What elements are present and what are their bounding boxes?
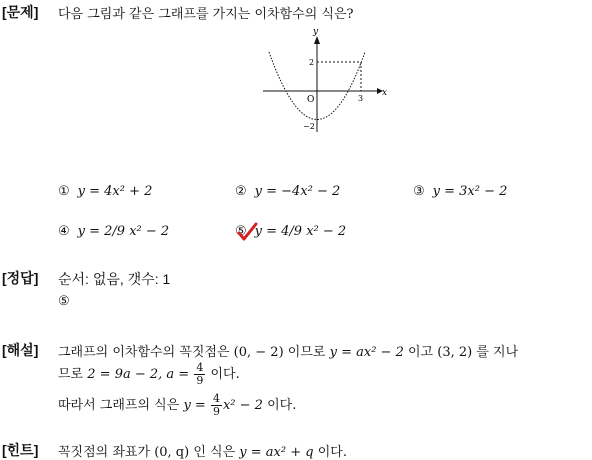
- expl-l1-f: (3, 2): [437, 345, 473, 360]
- parabola-graph: [255, 22, 395, 134]
- explanation-line1: [58, 341, 518, 360]
- checkmark-icon: [236, 222, 258, 242]
- option-5-expr: y = 4/9 x² − 2: [254, 224, 347, 239]
- expl-l1-g: 를 지나: [476, 345, 519, 360]
- expl-l1-d: y = ax² − 2: [329, 345, 404, 360]
- y-axis-label: y: [313, 27, 319, 37]
- explanation-tag: [해설]: [2, 342, 39, 358]
- hint-c: 인 식은: [193, 445, 236, 460]
- expl-l1-a: 그래프의 이차함수의 꼭짓점은: [58, 345, 230, 360]
- x-tick-3: 3: [358, 94, 364, 103]
- option-3-number: ③: [413, 184, 425, 199]
- expl-l2-b: 2 = 9a − 2,: [87, 367, 163, 382]
- explanation-line2: [58, 362, 240, 387]
- hint-line: [58, 441, 347, 460]
- hint-e: 이다.: [317, 445, 347, 460]
- expl-l3-fraction: [211, 393, 222, 418]
- option-3[interactable]: [413, 184, 507, 199]
- hint-b: (0, q): [154, 445, 190, 460]
- expl-l2-frac-den: 9: [196, 374, 204, 387]
- vertex-label: −2: [303, 122, 315, 131]
- option-3-expr: y = 3x² − 2: [432, 184, 508, 199]
- option-4-expr: y = 2/9 x² − 2: [77, 224, 170, 239]
- expl-l1-b: (0, − 2): [233, 345, 284, 360]
- option-1-expr: y = 4x² + 2: [77, 184, 153, 199]
- option-1-number: ①: [58, 184, 70, 199]
- expl-l2-frac-num: 4: [196, 361, 204, 374]
- expl-l3-c: x² − 2: [222, 398, 263, 413]
- expl-l1-c: 이므로: [287, 345, 326, 360]
- option-2-expr: y = −4x² − 2: [254, 184, 341, 199]
- option-4-number: ④: [58, 224, 70, 239]
- answer-line1: 순서: 없음, 갯수: 1: [58, 271, 171, 287]
- expl-l3-frac-num: 4: [212, 392, 220, 405]
- expl-l3-frac-den: 9: [212, 405, 220, 418]
- explanation-line3: [58, 393, 296, 418]
- option-4[interactable]: [58, 224, 169, 239]
- option-2-number: ②: [235, 184, 247, 199]
- expl-l3-d: 이다.: [267, 398, 297, 413]
- option-2[interactable]: [235, 184, 340, 199]
- hint-a: 꼭짓점의 좌표가: [58, 445, 151, 460]
- y-tick-2: 2: [309, 58, 315, 67]
- hint-tag: [힌트]: [2, 442, 39, 458]
- expl-l2-fraction: [194, 362, 205, 387]
- hint-d: y = ax² + q: [239, 445, 314, 460]
- answer-tag: [정답]: [2, 270, 39, 286]
- y-axis-arrow: [314, 36, 320, 44]
- origin-label: O: [307, 95, 315, 105]
- expl-l2-c: a =: [166, 367, 190, 382]
- expl-l2-a: 므로: [58, 367, 84, 382]
- problem-text: 다음 그림과 같은 그래프를 가지는 이차함수의 식은?: [58, 7, 354, 22]
- option-1[interactable]: [58, 184, 152, 199]
- x-axis-label: x: [382, 88, 388, 98]
- expl-l2-d: 이다.: [210, 367, 240, 382]
- answer-line2: ⑤: [58, 294, 70, 309]
- expl-l1-e: 이고: [408, 345, 434, 360]
- option-5-number: ⑤: [235, 224, 247, 239]
- expl-l3-b: y =: [183, 398, 206, 413]
- problem-tag: [문제]: [2, 4, 39, 20]
- expl-l3-a: 따라서 그래프의 식은: [58, 398, 180, 413]
